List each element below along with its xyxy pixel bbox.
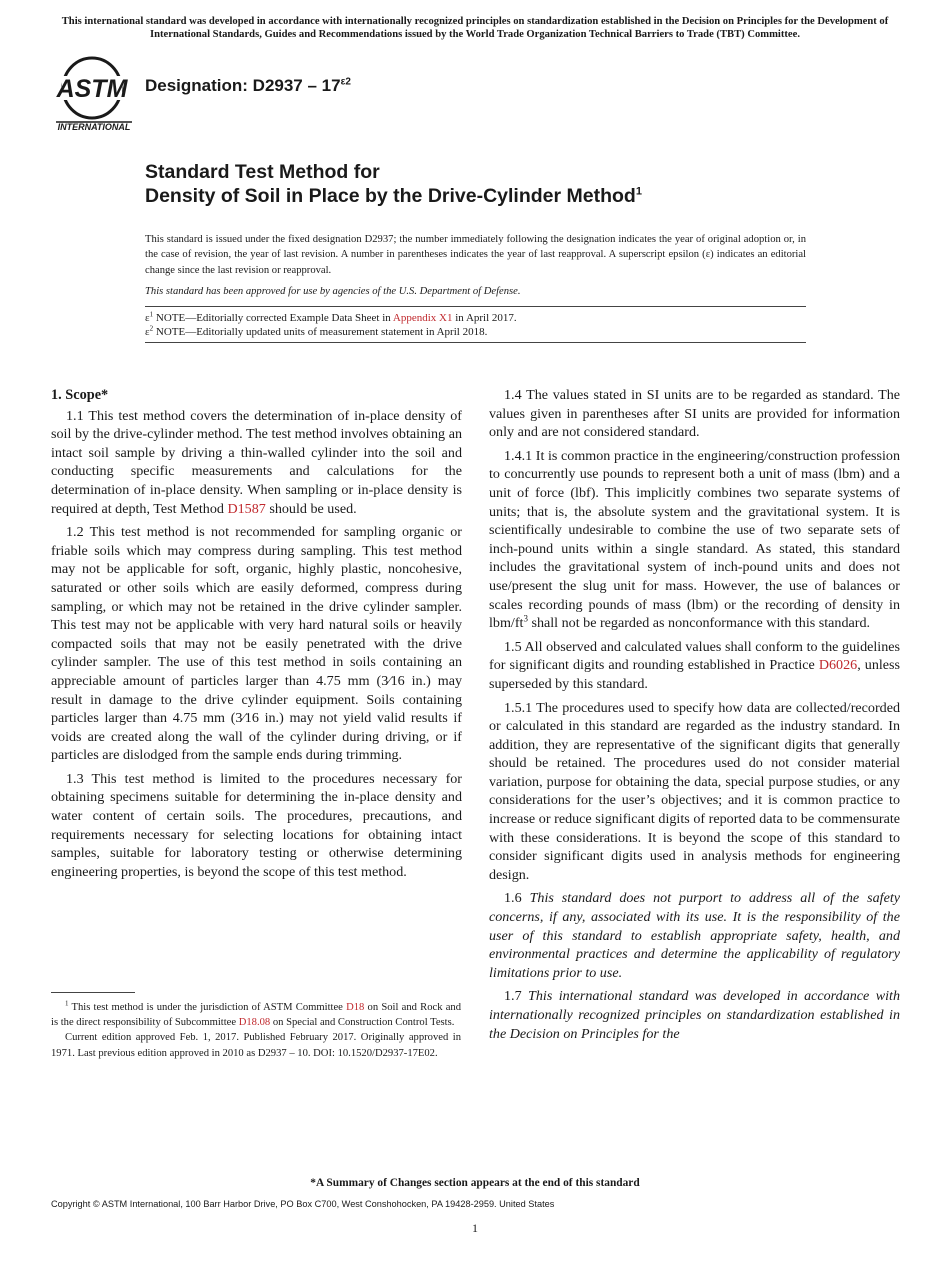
footnote-rule — [51, 992, 135, 993]
logo-text: ASTM — [56, 75, 128, 103]
paragraph-1-4: 1.4 The values stated in SI units are to be regarded as standard. The values given in parentheses after SI units are provided for information only and are not considered standard. — [489, 387, 900, 441]
copyright-line: Copyright © ASTM International, 100 Barr Harbor Drive, PO Box C700, West Conshohocken, PA 19428-2959. United States — [51, 1199, 555, 1209]
title-line-1: Standard Test Method for — [145, 161, 380, 183]
logo-subtext: INTERNATIONAL — [57, 122, 131, 132]
paragraph-1-5: 1.5 All observed and calculated values shall conform to the guidelines for significant digits and rounding established in Practice D6026, unless superseded by this standard. — [489, 638, 901, 692]
paragraph-1-6: 1.6 This standard does not purport to address all of the safety concerns, if any, associated with its use. It is the responsibility of the user of this standard to establish appropriate safety, health, and environmental practices and determine the applicability of regulatory limitations prior to use. — [489, 890, 900, 981]
astm-logo — [54, 56, 134, 132]
paragraph-1-5-1: 1.5.1 The procedures used to specify how data are collected/recorded or calculated in this standard are regarded as the industry standard. In addition, they are representative of the significant digits that generally should be retained. The procedures used do not consider material variation, purpose for obtaining the data, special purpose studies, or any considerations for the user’s objectives; and it is common practice to increase or reduce significant digits of reported data to be commensurate with these considerations. It is beyond the scope of this standard to consider significant digits used in analysis methods for engineering design. — [489, 699, 900, 883]
page-number: 1 — [472, 1221, 478, 1235]
approval-note: This standard has been approved for use by agencies of the U.S. Department of Defense. — [145, 286, 521, 297]
designation-superscript: ε2 — [340, 76, 351, 88]
top-notice: This international standard was developed in accordance with internationally recognized principles on standardization established in the Decision on Principles for the Development of International Standards, Guides and Recommendations issued by the World Trade Organization Technical Barriers to Trade (TBT) Committee. — [61, 16, 889, 40]
designation — [145, 76, 351, 96]
left-column — [51, 386, 462, 886]
d18-link[interactable]: D18 — [346, 1002, 365, 1013]
title-line-2: Density of Soil in Place by the Drive-Cylinder Method$^1$ — [145, 185, 642, 207]
paragraph-1-7: 1.7 This international standard was developed in accordance with internationally recognized principles on standardization established in the Decision on Principles for the — [489, 988, 900, 1042]
section-heading-scope: 1. Scope* — [51, 387, 109, 403]
designation-label: Designation: D2937 – 17 — [145, 76, 341, 95]
paragraph-1-2: 1.2 This test method is not recommended for sampling organic or friable soils which may compress during sampling. This test method may not be applicable for soft, organic, highly plastic, noncohesive, saturated or other soils which are easily deformed, compress during sampling, or which may not be retained in the drive cylinder sampler. This test may not be applicable with very hard natural soils or heavily compacted soils that may not be easily penetrated with the drive cylinder sampler. The use of this test method in soils containing an appreciable amount of particles larger than 4.75 mm (3⁄16 in.) may result in damage to the drive cylinder equipment. Soils containing particles larger than 4.75 mm (3⁄16 in.) may not yield valid results if voids are created along the wall of the cylinder during driving, or if particles are dislodged from the sample ends during trimming. — [51, 524, 462, 764]
d1587-link[interactable]: D1587 — [227, 500, 266, 517]
d6026-link[interactable]: D6026 — [818, 657, 858, 674]
appendix-x1-link[interactable]: Appendix X1 — [392, 312, 453, 324]
summary-of-changes-note: *A Summary of Changes section appears at the end of this standard — [310, 1177, 640, 1189]
issue-note: This standard is issued under the fixed designation D2937; the number immediately following the designation indicates the year of original adoption or, in the case of revision, the year of last revision. A number in parentheses indicates the year of last reapproval. A superscript epsilon (ε) indicates an editorial change since the last revision or reapproval. — [145, 234, 806, 276]
paragraph-1-1: 1.1 This test method covers the determination of in-place density of soil by the drive-cylinder method. The test method involves obtaining an intact soil sample by driving a thin-walled cylinder into the soil and conducting specific measurements and calculations for the determination of in-place density. When sampling or in-place density is required at depth, Test Method D1587 should be used. — [51, 407, 462, 517]
d18-08-link[interactable]: D18.08 — [238, 1017, 271, 1029]
rule-top — [145, 306, 806, 307]
paragraph-1-3: 1.3 This test method is limited to the procedures necessary for obtaining specimens suitable for determining the in-place density and water content of certain soils. The procedures, precautions, and requirements necessary for selecting locations for obtaining intact samples, suitable for laboratory testing or otherwise determining engineering properties, is beyond the scope of this test method. — [51, 770, 462, 880]
editorial-note-1: $\varepsilon^1$ NOTE—Editorially corrected Example Data Sheet in Appendix X1 in April 2017. — [145, 310, 517, 324]
rule-bottom — [145, 342, 806, 343]
paragraph-1-4-1: 1.4.1 It is common practice in the engineering/construction profession to concurrently use pounds to represent both a unit of mass (lbm) and a unit of force (lbf). This implicitly combines two separate systems of units; that is, the absolute system and the gravitational system. It is scientifically undesirable to combine the use of two separate sets of inch-pound units within a single standard. As stated, this standard includes the gravitational system of inch-pound units and does not use/present the slug unit for mass. However, the use of balances or scales recording pounds of mass (lbm) or the recording of density in lbm/$ft^3$ shall not be regarded as nonconformance with this standard. — [489, 447, 900, 632]
editorial-note-2: $\varepsilon^2$ NOTE—Editorially updated units of measurement statement in April 2018. — [145, 324, 488, 339]
document-title — [145, 160, 845, 208]
editorial-notes — [145, 311, 806, 340]
footnote-edition: Current edition approved Feb. 1, 2017. Published February 2017. Originally approved in 1971. Last previous edition approved in 2010 as D2937 – 10. DOI: 10.1520/D2937-17E02. — [51, 1032, 461, 1059]
title-footnote-mark: 1 — [635, 185, 642, 198]
footnote — [51, 1000, 461, 1061]
footnote-jurisdiction: $^1$ This test method is under the jurisdiction of ASTM Committee D18 on Soil and Rock and is the direct responsibility of Subcommittee D18.08 on Special and Construction Control Tests. — [51, 999, 461, 1029]
right-column — [489, 386, 900, 1048]
